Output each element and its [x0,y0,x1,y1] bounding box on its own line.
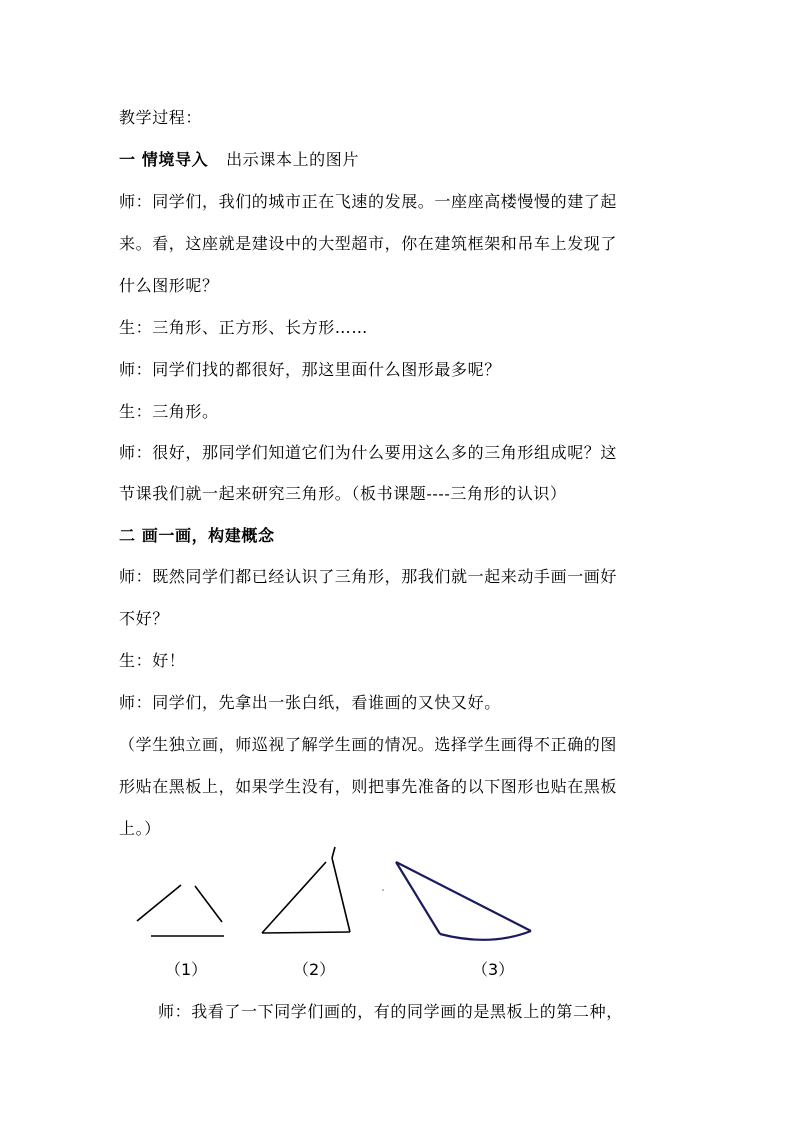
figure-1-open-triangle [137,885,224,936]
section1-heading: 一 情境导入 [119,150,209,169]
section2-heading: 二 画一画，构建概念 [119,526,275,545]
text-line: 师：同学们，先拿出一张白纸，看谁画的又快又好。 [119,693,501,712]
section1-row [119,150,359,170]
text-line: 生：三角形、正方形、长方形…… [119,318,369,337]
text-line: 生：好！ [119,651,186,670]
figure-label-3: （3） [472,960,515,979]
text-line: 来。看，这座就是建设中的大型超市，你在建筑框架和吊车上发现了 [119,234,618,253]
text-line: 上。） [119,819,161,838]
doc-title: 教学过程： [119,108,203,127]
text-line: 师：既然同学们都已经认识了三角形，那我们就一起来动手画一画好 [119,567,618,586]
final-text-line: 师：我看了一下同学们画的，有的同学画的是黑板上的第二种， [158,1002,623,1021]
text-line: （学生独立画，师巡视了解学生画的情况。选择学生画得不正确的图 [119,735,618,754]
text-line: 节课我们就一起来研究三角形。（板书课题----三角形的认识） [119,484,567,503]
figure-label-2: （2） [293,960,336,979]
section1-subtitle: 出示课本上的图片 [226,150,359,169]
text-line: 不好？ [119,609,169,628]
text-line: 什么图形呢？ [119,276,219,295]
text-line: 师：同学们，我们的城市正在飞速的发展。一座座高楼慢慢的建了起 [119,192,618,211]
figure-3-curved-triangle [396,862,531,940]
text-line: 师：同学们找的都很好，那这里面什么图形最多呢？ [119,360,501,379]
stray-dot [382,889,384,891]
text-line: 形贴在黑板上，如果学生没有，则把事先准备的以下图形也贴在黑板 [119,777,618,796]
triangle-figures [0,835,794,955]
figure-2-overshoot-triangle [262,847,350,933]
text-line: 师：很好，那同学们知道它们为什么要用这么多的三角形组成呢？这 [119,443,618,462]
text-line: 生：三角形。 [119,402,219,421]
figure-label-1: （1） [165,960,208,979]
